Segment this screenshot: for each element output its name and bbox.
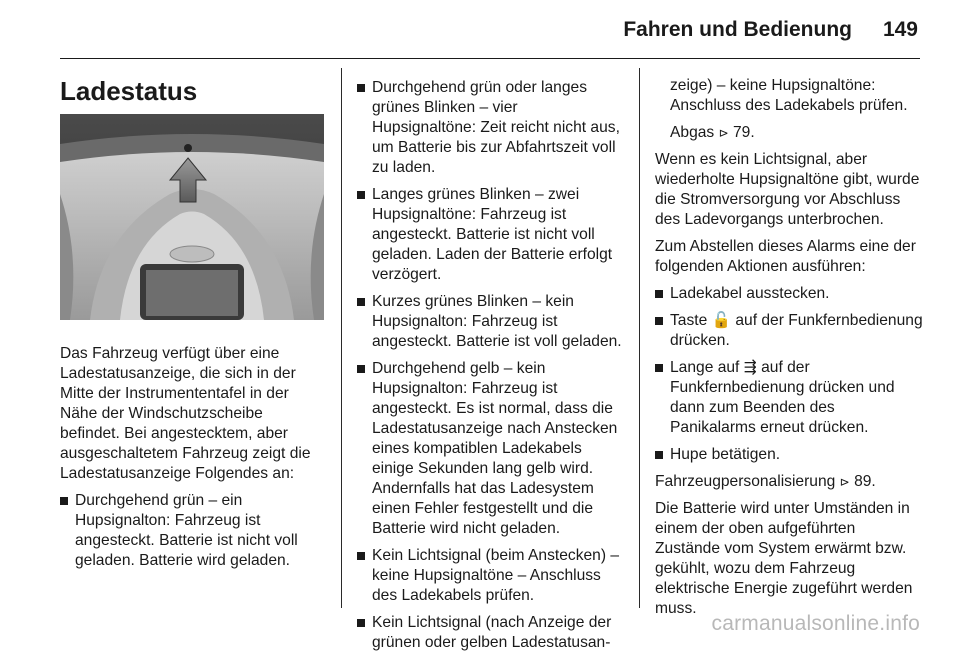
- paragraph: Wenn es kein Lichtsignal, aber wiederholte Hupsignaltöne gibt, wurde die Stromversorgung vor Abschluss des Ladevorgangs unterbrochen.: [655, 151, 920, 228]
- dashboard-illustration: [60, 114, 324, 320]
- column-divider-2: [639, 68, 640, 608]
- bullet-icon: [655, 364, 663, 372]
- bullet-icon: [655, 451, 663, 459]
- paragraph: Die Batterie wird unter Umständen in einem der oben aufgeführten Zustände vom System erwärmt bzw. gekühlt, wozu dem Fahrzeug elektrische Energie zugeführt werden muss.: [655, 500, 913, 617]
- list-item: Taste 🔓 auf der Funkfernbedienung drücken.: [655, 311, 923, 351]
- status-list-2: [357, 78, 625, 653]
- bullet-icon: [60, 497, 68, 505]
- page-number: 149: [882, 18, 918, 41]
- bullet-icon: [357, 191, 365, 199]
- list-item: Ladekabel ausstecken.: [655, 284, 923, 304]
- charging-status-photo: [60, 114, 324, 320]
- paragraph: Zum Abstellen dieses Alarms eine der folgenden Aktionen ausführen:: [655, 238, 916, 275]
- column-2: [357, 78, 625, 660]
- list-item: Lange auf ⇶ auf der Funkfernbedienung drücken und dann zum Beenden des Panikalarms erneut drücken.: [655, 358, 923, 438]
- list-item: Hupe betätigen.: [655, 445, 923, 465]
- page-header: [0, 0, 960, 60]
- status-list-1: [60, 491, 326, 571]
- header-title: Fahren und Bedienung: [623, 18, 852, 41]
- list-continuation: zeige) – keine Hupsignaltöne: Anschluss des Ladekabels prüfen.: [670, 77, 908, 114]
- column-3: [655, 76, 923, 626]
- page-ref-icon: ⊳: [839, 475, 850, 489]
- bullet-icon: [655, 290, 663, 298]
- section-title: Ladestatus: [60, 76, 198, 106]
- list-item: Durchgehend grün oder langes grünes Blinken – vier Hupsignaltöne: Zeit reicht nicht aus, um Batterie bis zur Abfahrtszeit voll zu laden.: [357, 78, 625, 178]
- list-item: Durchgehend grün – ein Hupsignalton: Fahrzeug ist angesteckt. Batterie ist nicht voll geladen. Batterie wird geladen.: [60, 491, 326, 571]
- column-1: [60, 76, 326, 578]
- bullet-icon: [357, 365, 365, 373]
- bullet-icon: [655, 317, 663, 325]
- list-item: Langes grünes Blinken – zwei Hupsignaltöne: Fahrzeug ist angesteckt. Batterie ist nicht voll geladen. Laden der Batterie erfolgt verzögert.: [357, 185, 625, 285]
- header-rule: [60, 58, 920, 59]
- action-list: [655, 284, 923, 465]
- personalisation-reference: Fahrzeugpersonalisierung ⊳ 89.: [655, 473, 876, 490]
- page-ref-icon: ⊳: [718, 126, 729, 140]
- abgas-reference: Abgas ⊳ 79.: [670, 124, 755, 141]
- bullet-icon: [357, 84, 365, 92]
- intro-paragraph: Das Fahrzeug verfügt über eine Ladestatusanzeige, die sich in der Mitte der Instrumententafel in der Nähe der Windschutzscheibe befindet. Bei angestecktem, aber ausgeschaltetem Fahrzeug zeigt die Ladestatusanzeige Folgendes an:: [60, 345, 311, 482]
- bullet-icon: [357, 298, 365, 306]
- bullet-icon: [357, 619, 365, 627]
- list-item: Durchgehend gelb – kein Hupsignalton: Fahrzeug ist angesteckt. Es ist normal, dass die Ladestatusanzeige nach Anstecken eines kompatiblen Ladekabels einige Sekunden lang gelb wird. Andernfalls hat das Ladesystem einen Fehler festgestellt und die Batterie wird nicht geladen.: [357, 359, 625, 539]
- list-item: Kurzes grünes Blinken – kein Hupsignalton: Fahrzeug ist angesteckt. Batterie ist voll geladen.: [357, 292, 625, 352]
- bullet-icon: [357, 552, 365, 560]
- watermark: carmanualsonline.info: [711, 612, 920, 635]
- list-item: Kein Lichtsignal (beim Anstecken) – keine Hupsignaltöne – Anschluss des Ladekabels prüfen.: [357, 546, 625, 606]
- list-item: Kein Lichtsignal (nach Anzeige der grünen oder gelben Ladestatusan-: [357, 613, 625, 653]
- column-divider-1: [341, 68, 342, 608]
